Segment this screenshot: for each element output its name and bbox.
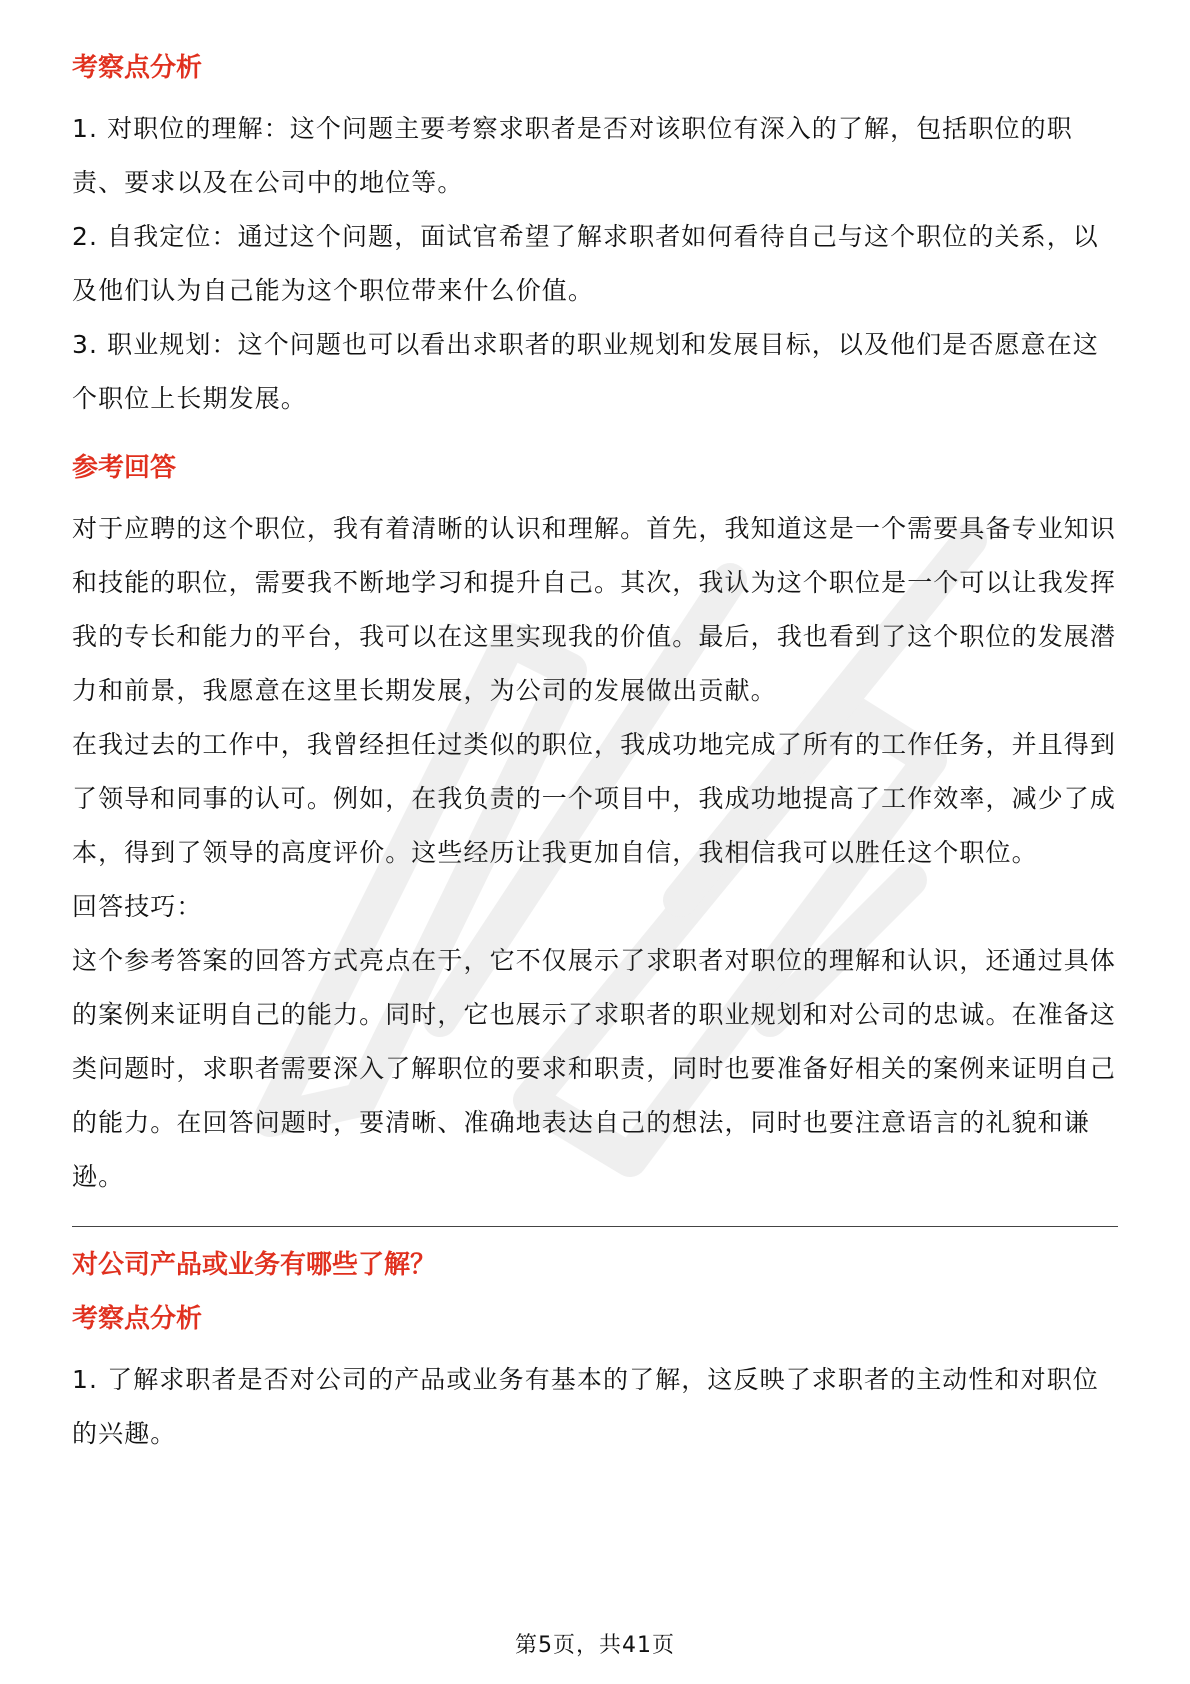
section-heading-analysis-2: 考察点分析 <box>72 1304 203 1334</box>
section-heading-analysis: 考察点分析 <box>72 53 203 83</box>
answer-tips-label: 回答技巧： <box>72 892 203 921</box>
answer-tips-paragraph: 这个参考答案的回答方式亮点在于，它不仅展示了求职者对职位的理解和认识，还通过具体的案例来证明自己的能力。同时，它也展示了求职者的职业规划和对公司的忠诚。在准备这类问题时，求职者需要深入了解职位的要求和职责，同时也要准备好相关的案例来证明自己的能力。在回答问题时，要清晰、准确地表达自己的想法，同时也要注意语言的礼貌和谦逊。 <box>72 946 1117 1191</box>
section-heading-reference-answer: 参考回答 <box>72 453 177 483</box>
analysis-point-q2-1: 1. 了解求职者是否对公司的产品或业务有基本的了解，这反映了求职者的主动性和对职位的兴趣。 <box>72 1365 1099 1448</box>
analysis-point-2: 2. 自我定位：通过这个问题，面试官希望了解求职者如何看待自己与这个职位的关系，以及他们认为自己能为这个职位带来什么价值。 <box>72 222 1099 305</box>
analysis-point-3: 3. 职业规划：这个问题也可以看出求职者的职业规划和发展目标，以及他们是否愿意在这个职位上长期发展。 <box>72 330 1099 413</box>
page-content <box>72 48 1118 1461</box>
analysis-point-1: 1. 对职位的理解：这个问题主要考察求职者是否对该职位有深入的了解，包括职位的职责、要求以及在公司中的地位等。 <box>72 114 1073 197</box>
answer-paragraph-2: 在我过去的工作中，我曾经担任过类似的职位，我成功地完成了所有的工作任务，并且得到了领导和同事的认可。例如，在我负责的一个项目中，我成功地提高了工作效率，减少了成本，得到了领导的高度评价。这些经历让我更加自信，我相信我可以胜任这个职位。 <box>72 730 1117 867</box>
section-divider <box>72 1226 1118 1227</box>
answer-paragraph-1: 对于应聘的这个职位，我有着清晰的认识和理解。首先，我知道这是一个需要具备专业知识和技能的职位，需要我不断地学习和提升自己。其次，我认为这个职位是一个可以让我发挥我的专长和能力的平台，我可以在这里实现我的价值。最后，我也看到了这个职位的发展潜力和前景，我愿意在这里长期发展，为公司的发展做出贡献。 <box>72 514 1117 705</box>
question-title: 对公司产品或业务有哪些了解？ <box>72 1250 437 1280</box>
page-footer: 第5页，共41页 <box>515 1633 675 1658</box>
